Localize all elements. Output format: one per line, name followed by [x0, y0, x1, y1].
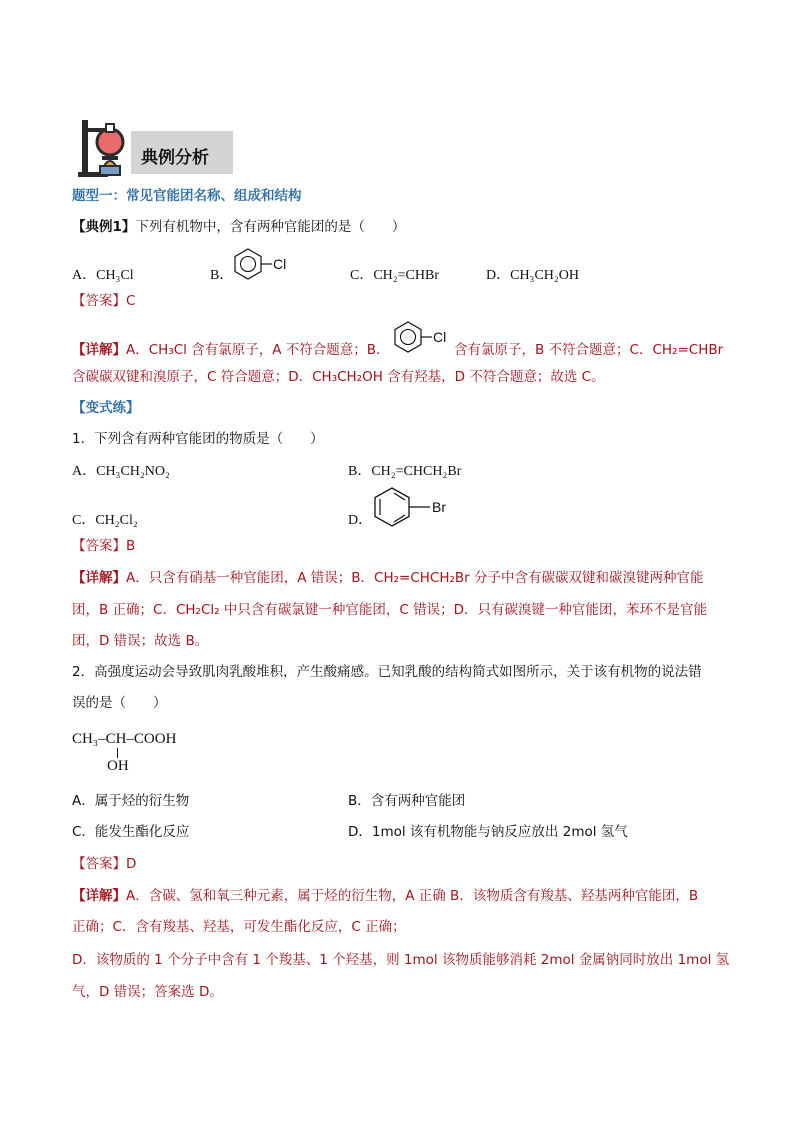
lab-flask-stand-icon [76, 118, 134, 178]
lactic-acid-formula: CH₃–CH–COOH [72, 731, 177, 747]
q2-detail-line3: D．该物质的 1 个分子中含有 1 个羧基、1 个羟基，则 1mol 该物质能够消耗 2mol 金属钠同时放出 1mol 氢 [72, 952, 730, 968]
example1-detail-line1 [72, 340, 389, 360]
q1-detail-line2: 团，B 正确；C．CH₂Cl₂ 中只含有碳氯键一种官能团，C 错误；D．只有碳溴键一种官能团，苯环不是官能 [72, 602, 707, 618]
example1-answer: 【答案】C [72, 293, 136, 309]
example1-detail-line2: 含碳碳双键和溴原子，C 符合题意；D．CH₃CH₂OH 含有羟基，D 不符合题意；故选 C。 [72, 369, 605, 385]
example1-question: 下列有机物中，含有两种官能团的是（ ） [135, 219, 406, 235]
lactic-acid-oh: OH [107, 758, 129, 774]
example1-question-line [72, 217, 405, 237]
q1-detail-line1 [72, 568, 704, 588]
example1-detail-tag: 【详解】 [72, 342, 126, 358]
q2-answer: 【答案】D [72, 856, 137, 872]
q2-detail-line1 [72, 886, 698, 906]
q1-detail-line3: 团，D 错误；故选 B。 [72, 633, 209, 649]
q1-option-b: B．CH₂=CHCH₂Br [348, 464, 462, 479]
q1-question: 1．下列含有两种官能团的物质是（ ） [72, 431, 324, 447]
q2-option-d: D．1mol 该有机物能与钠反应放出 2mol 氢气 [348, 824, 628, 840]
q2-detail-line4: 气，D 错误；答案选 D。 [72, 984, 223, 1000]
chlorobenzene-cl-label: Cl [273, 256, 287, 272]
chlorobenzene-structure [232, 248, 294, 280]
q1-option-a: A．CH₃CH₂NO₂ [72, 464, 170, 479]
section-title: 典例分析 [141, 148, 209, 168]
q2-question-line1: 2．高强度运动会导致肌肉乳酸堆积，产生酸痛感。已知乳酸的结构简式如图所示，关于该有机物的说法错 [72, 664, 702, 680]
q2-detail-line2: 正确；C．含有羧基、羟基，可发生酯化反应，C 正确； [72, 919, 406, 935]
q1-answer: 【答案】B [72, 538, 136, 554]
q2-option-c: C．能发生酯化反应 [72, 824, 190, 840]
example1-option-b-label: B． [210, 268, 234, 283]
q1-option-d-label: D． [348, 513, 373, 528]
example1-tag: 【典例1】 [72, 219, 136, 235]
inline-cl-label: Cl [433, 329, 447, 345]
q1-detail-tag: 【详解】 [72, 570, 126, 586]
example1-option-d: D．CH₃CH₂OH [486, 268, 579, 283]
example1-detail-l1b: 含有氯原子，B 不符合题意；C．CH₂=CHBr [454, 342, 724, 358]
example1-option-a: A．CH₃Cl [72, 268, 134, 283]
variant-heading: 【变式练】 [72, 400, 140, 416]
q2-question-line2: 误的是（ ） [72, 695, 167, 711]
chlorobenzene-structure-inline [392, 320, 454, 354]
q1-detail-l1: A．只含有硝基一种官能团，A 错误；B．CH₂=CHCH₂Br 分子中含有碳碳双键和碳溴键两种官能 [126, 570, 704, 586]
bromobenzene-structure [372, 487, 458, 527]
q2-option-b: B．含有两种官能团 [348, 793, 466, 809]
bromobenzene-br-label: Br [432, 499, 446, 515]
q1-option-c: C．CH₂Cl₂ [72, 513, 138, 528]
q2-detail-tag: 【详解】 [72, 888, 126, 904]
type-heading: 题型一：常见官能团名称、组成和结构 [72, 188, 302, 204]
q2-option-a: A．属于烃的衍生物 [72, 793, 190, 809]
example1-detail-l1a: A．CH₃Cl 含有氯原子，A 不符合题意；B． [126, 342, 390, 358]
example1-option-c: C．CH₂=CHBr [350, 268, 440, 283]
q2-detail-l1: A．含碳、氢和氧三种元素，属于烃的衍生物，A 正确 B．该物质含有羧基、羟基两种官能团，B [126, 888, 699, 904]
